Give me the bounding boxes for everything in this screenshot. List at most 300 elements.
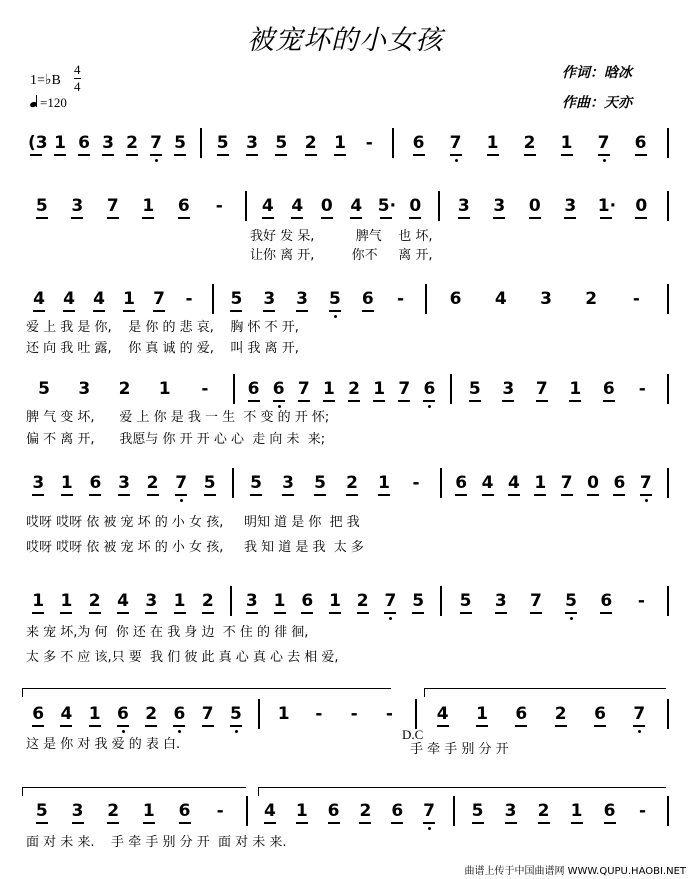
note: 4: [33, 289, 45, 309]
note: 2: [356, 591, 369, 611]
note: 3: [457, 196, 470, 216]
beam-line: [107, 217, 119, 219]
note: 7: [535, 379, 548, 399]
beam-line: [502, 400, 514, 402]
note: 5: [229, 704, 242, 724]
composer-credit: 作曲：天亦: [562, 95, 632, 111]
note: 5: [35, 801, 48, 821]
lyric-line: 手 牵 手 别 分 开: [410, 742, 509, 757]
tempo-marking: [30, 95, 67, 111]
note: 1: [158, 379, 171, 399]
beam-line: [600, 217, 612, 219]
note: 1: [54, 133, 66, 153]
note: 2: [359, 801, 372, 821]
note: 2: [126, 133, 138, 153]
bar-line: [212, 284, 214, 314]
octave-dot: [645, 499, 648, 502]
note: 3: [245, 591, 258, 611]
beam-line: [487, 154, 499, 156]
beam-line: [391, 822, 403, 824]
beam-line: [565, 612, 577, 614]
sustain-dash: -: [638, 379, 646, 399]
beam-line: [54, 154, 66, 156]
note: 0: [528, 196, 541, 216]
beam-line: [423, 400, 435, 402]
beam-line: [71, 217, 83, 219]
note: 3: [494, 591, 507, 611]
beam-line: [635, 154, 647, 156]
bar-line: [667, 191, 669, 221]
lyric-line: 还 向 我 吐 露, 你 真 诚 的 爱, 叫 我 离 开,: [26, 341, 299, 356]
beam-line: [357, 612, 369, 614]
note: 3: [102, 133, 114, 153]
note: 5: [468, 379, 481, 399]
note: 7: [150, 133, 162, 153]
note: 6: [327, 801, 340, 821]
beam-line: [174, 612, 186, 614]
octave-dot: [603, 159, 606, 162]
lyric-line: 哎呀 哎呀 依 被 宠 坏 的 小 女 孩, 明知 道 是 你 把 我: [26, 515, 360, 530]
octave-dot: [428, 827, 431, 830]
beam-line: [515, 725, 527, 727]
note: 2: [346, 473, 358, 493]
lyric-line: 脾 气 变 坏, 爱 上 你 是 我 一 生 不 变 的 开 怀;: [26, 410, 330, 425]
beam-line: [264, 822, 276, 824]
beam-line: [495, 612, 507, 614]
beam-line: [635, 217, 647, 219]
beam-line: [505, 822, 517, 824]
beam-line: [569, 400, 581, 402]
sustain-dash: -: [638, 801, 647, 821]
sustain-dash: -: [632, 289, 640, 309]
note: 1: [334, 133, 346, 153]
note: 7: [639, 473, 652, 493]
sustain-dash: -: [201, 379, 209, 399]
beam-line: [423, 822, 435, 824]
time-sig-bottom: 4: [74, 79, 81, 94]
beam-line: [603, 400, 615, 402]
note: 1: [378, 473, 390, 493]
beam-line: [246, 612, 258, 614]
time-signature: [74, 62, 81, 95]
note: 2: [523, 133, 536, 153]
beam-line: [72, 822, 84, 824]
beam-line: [262, 217, 274, 219]
octave-dot: [389, 617, 392, 620]
note: 6: [455, 473, 468, 493]
note: 0: [320, 196, 333, 216]
note: 1: [277, 704, 290, 724]
note: 7: [201, 704, 214, 724]
beam-line: [314, 494, 326, 496]
note: 6: [515, 704, 528, 724]
beam-line: [296, 310, 308, 312]
note: 3: [263, 289, 276, 309]
beam-line: [536, 400, 548, 402]
beam-line: [600, 612, 612, 614]
note: 6: [173, 704, 186, 724]
beam-line: [561, 494, 573, 496]
octave-dot: [178, 730, 181, 733]
bar-line: [450, 374, 452, 404]
octave-dot: [235, 730, 238, 733]
sustain-dash: -: [350, 704, 358, 724]
song-title: 被宠坏的小女孩: [247, 25, 443, 56]
note: 2: [348, 379, 360, 399]
lyric-line: 这 是 你 对 我 爱 的 表 白.: [26, 737, 181, 752]
note: 7: [560, 473, 573, 493]
note: 4: [481, 473, 494, 493]
note: 1: [142, 801, 155, 821]
beam-line: [230, 725, 242, 727]
note: 1: [173, 591, 186, 611]
note: 1: [486, 133, 499, 153]
beam-line: [78, 154, 90, 156]
note: 1·: [597, 196, 617, 216]
sustain-dash: -: [365, 133, 373, 153]
note: 1: [123, 289, 135, 309]
note: 3: [296, 289, 308, 309]
note: 1: [373, 379, 386, 399]
note: 1: [295, 801, 308, 821]
note: 3: [71, 196, 84, 216]
sustain-dash: -: [397, 289, 405, 309]
note: 3: [493, 196, 506, 216]
note: 7: [175, 473, 188, 493]
note: 7: [633, 704, 646, 724]
note: 6: [613, 473, 626, 493]
note: 7: [384, 591, 397, 611]
beam-line: [202, 612, 214, 614]
note: 6: [412, 133, 425, 153]
note: 6: [603, 801, 616, 821]
bar-line: [392, 128, 394, 158]
note: 6: [391, 801, 404, 821]
bar-line: [667, 284, 669, 314]
bar-line: [425, 284, 427, 314]
dc-marking: D.C: [402, 727, 424, 742]
beam-line: [123, 310, 135, 312]
beam-line: [89, 612, 101, 614]
note: 4: [350, 196, 363, 216]
beam-line: [30, 154, 42, 156]
lyric-line: 哎呀 哎呀 依 被 宠 坏 的 小 女 孩, 我 知 道 是 我 太 多: [26, 540, 364, 555]
repeat-bracket: [424, 688, 666, 697]
note: 3: [502, 379, 515, 399]
bar-line: [667, 128, 669, 158]
note: 2: [145, 704, 158, 724]
note: 4: [291, 196, 304, 216]
beam-line: [564, 217, 576, 219]
beam-line: [263, 310, 275, 312]
bar-line: [440, 586, 442, 616]
beam-line: [493, 217, 505, 219]
octave-dot: [278, 405, 281, 408]
beam-line: [508, 494, 520, 496]
note: 5·: [377, 196, 397, 216]
note: 6: [301, 591, 314, 611]
beam-line: [437, 725, 449, 727]
note: 1: [569, 379, 582, 399]
key-label: 1=♭B: [30, 73, 61, 88]
bar-line: [415, 699, 417, 729]
note: 4: [436, 704, 449, 724]
note: 2: [201, 591, 214, 611]
note: 2: [304, 133, 317, 153]
note: 3: [32, 473, 45, 493]
note: 6: [89, 473, 102, 493]
note: 2: [118, 379, 131, 399]
note: 5: [230, 289, 243, 309]
time-sig-top: 4: [74, 62, 81, 77]
octave-dot: [570, 617, 573, 620]
beam-line: [61, 494, 73, 496]
beam-line: [298, 400, 310, 402]
note: 5: [174, 133, 186, 153]
note: 1: [329, 591, 341, 611]
note: 6: [594, 704, 606, 724]
note: 5: [250, 473, 262, 493]
beam-line: [587, 494, 599, 496]
beam-line: [529, 217, 541, 219]
beam-line: [282, 494, 294, 496]
note: 4: [93, 289, 105, 309]
note: 6: [178, 801, 191, 821]
sustain-dash: -: [637, 591, 645, 611]
beam-line: [561, 154, 573, 156]
beam-line: [173, 725, 185, 727]
note: 5: [328, 289, 341, 309]
beam-line: [143, 822, 155, 824]
beam-line: [126, 154, 138, 156]
beam-line: [36, 822, 48, 824]
note: 6: [361, 289, 374, 309]
note: 3: [564, 196, 577, 216]
sustain-dash: -: [216, 801, 224, 821]
beam-line: [378, 494, 390, 496]
beam-line: [305, 154, 317, 156]
bar-line: [667, 468, 669, 498]
lyric-line: 爱 上 我 是 你, 是 你 的 悲 哀, 胸 怀 不 开,: [26, 320, 299, 335]
beam-line: [60, 725, 72, 727]
beam-line: [450, 154, 462, 156]
beam-line: [275, 154, 287, 156]
note: 4: [117, 591, 129, 611]
repeat-bracket: [22, 787, 246, 796]
beam-line: [178, 217, 190, 219]
beam-line: [482, 494, 494, 496]
beam-line: [350, 217, 362, 219]
beam-line: [555, 725, 567, 727]
lyric-line: 偏 不 离 开, 我愿与 你 开 开 心 心 走 向 未 来;: [26, 432, 326, 447]
beam-line: [323, 400, 335, 402]
sustain-dash: -: [315, 704, 323, 724]
beam-line: [613, 494, 625, 496]
note: 7: [597, 133, 610, 153]
sustain-dash: -: [185, 289, 193, 309]
note-stem: [36, 95, 37, 107]
beam-line: [384, 612, 396, 614]
note: 1: [476, 704, 488, 724]
note: 2: [537, 801, 550, 821]
beam-line: [118, 494, 130, 496]
beam-line: [413, 154, 425, 156]
note: 3: [118, 473, 130, 493]
beam-line: [93, 310, 105, 312]
note: 6: [423, 379, 436, 399]
beam-line: [458, 217, 470, 219]
note: 6: [78, 133, 90, 153]
beam-line: [412, 612, 424, 614]
note: 6: [600, 591, 613, 611]
beam-line: [380, 217, 392, 219]
note: 7: [106, 196, 119, 216]
bar-line: [246, 796, 248, 826]
beam-line: [145, 725, 157, 727]
beam-line: [273, 400, 285, 402]
bar-line: [453, 796, 455, 826]
repeat-bracket: [22, 688, 391, 697]
beam-line: [291, 217, 303, 219]
lyric-line: 让你 离 开, 你不 离 开,: [250, 248, 433, 263]
beam-line: [102, 154, 114, 156]
beam-line: [202, 725, 214, 727]
octave-dot: [334, 315, 337, 318]
note: 5: [565, 591, 577, 611]
beam-line: [328, 822, 340, 824]
beam-line: [60, 612, 72, 614]
beam-line: [571, 822, 583, 824]
beam-line: [301, 612, 313, 614]
note: 5: [471, 801, 484, 821]
beam-line: [359, 822, 371, 824]
lyricist-credit: 作词：晗冰: [562, 65, 632, 81]
note: 3: [71, 801, 84, 821]
lyric-line: 来 宠 坏,为 何 你 还 在 我 身 边 不 住 的 徘 徊,: [26, 625, 309, 640]
beam-line: [150, 154, 162, 156]
beam-line: [153, 310, 165, 312]
note: 2: [585, 289, 598, 309]
beam-line: [147, 494, 159, 496]
note: 6: [247, 379, 260, 399]
bar-line: [438, 191, 440, 221]
beam-line: [32, 494, 44, 496]
note: 5: [275, 133, 288, 153]
beam-line: [175, 494, 187, 496]
octave-dot: [428, 405, 431, 408]
note: 7: [398, 379, 411, 399]
note: 1: [323, 379, 335, 399]
beam-line: [346, 494, 358, 496]
bar-line: [667, 796, 669, 826]
sustain-dash: -: [215, 196, 223, 216]
bar-line: [440, 468, 442, 498]
note: 6: [272, 379, 285, 399]
lyric-line: 我好 发 呆, 脾气 也 坏,: [250, 229, 433, 244]
note: 4: [494, 289, 507, 309]
beam-line: [32, 725, 44, 727]
note: 4: [63, 289, 75, 309]
note: 4: [508, 473, 520, 493]
beam-line: [179, 822, 191, 824]
note: 5: [38, 379, 51, 399]
repeat-bracket: [258, 787, 666, 796]
beam-line: [329, 310, 341, 312]
note: 6: [116, 704, 129, 724]
bar-line: [233, 374, 235, 404]
beam-line: [36, 217, 48, 219]
beam-line: [230, 310, 242, 312]
lyric-line: 面 对 未 来. 手 牵 手 别 分 开 面 对 未 来.: [26, 835, 287, 850]
beam-line: [348, 400, 360, 402]
beam-line: [398, 400, 410, 402]
beam-line: [476, 725, 488, 727]
note: 6: [602, 379, 615, 399]
note: 7: [449, 133, 462, 153]
note: 7: [297, 379, 310, 399]
beam-line: [274, 612, 286, 614]
beam-line: [63, 310, 75, 312]
note: 2: [88, 591, 101, 611]
note: 4: [261, 196, 274, 216]
note: 1: [60, 591, 73, 611]
note: 3: [145, 591, 158, 611]
beam-line: [145, 612, 157, 614]
note: 3: [540, 289, 552, 309]
beam-line: [604, 822, 616, 824]
note: 1: [32, 591, 45, 611]
beam-line: [362, 310, 374, 312]
beam-line: [246, 154, 258, 156]
lyric-line: 太 多 不 应 该,只 要 我 们 彼 此 真 心 真 心 去 相 爱,: [26, 650, 339, 665]
note: 5: [35, 196, 48, 216]
sustain-dash: -: [385, 704, 393, 724]
bar-line: [258, 699, 260, 729]
note: 6: [177, 196, 190, 216]
note: 6: [449, 289, 462, 309]
beam-line: [33, 310, 45, 312]
beam-line: [321, 217, 333, 219]
beam-line: [409, 217, 421, 219]
octave-dot: [455, 159, 458, 162]
note: 5: [459, 591, 472, 611]
beam-line: [460, 612, 472, 614]
beam-line: [633, 725, 645, 727]
octave-dot: [180, 499, 183, 502]
beam-line: [524, 154, 536, 156]
beam-line: [248, 400, 260, 402]
beam-line: [373, 400, 385, 402]
beam-line: [472, 822, 484, 824]
beam-line: [89, 725, 101, 727]
note: 1: [560, 133, 573, 153]
beam-line: [334, 154, 346, 156]
bar-line: [245, 191, 247, 221]
note: 7: [529, 591, 542, 611]
beam-line: [296, 822, 308, 824]
beam-line: [117, 612, 129, 614]
note: 5: [203, 473, 216, 493]
beam-line: [204, 494, 216, 496]
note: 5: [412, 591, 425, 611]
note: 6: [32, 704, 45, 724]
beam-line: [142, 217, 154, 219]
octave-dot: [155, 159, 158, 162]
beam-line: [534, 494, 546, 496]
note: 2: [554, 704, 567, 724]
beam-line: [174, 154, 186, 156]
note: 0: [587, 473, 599, 493]
